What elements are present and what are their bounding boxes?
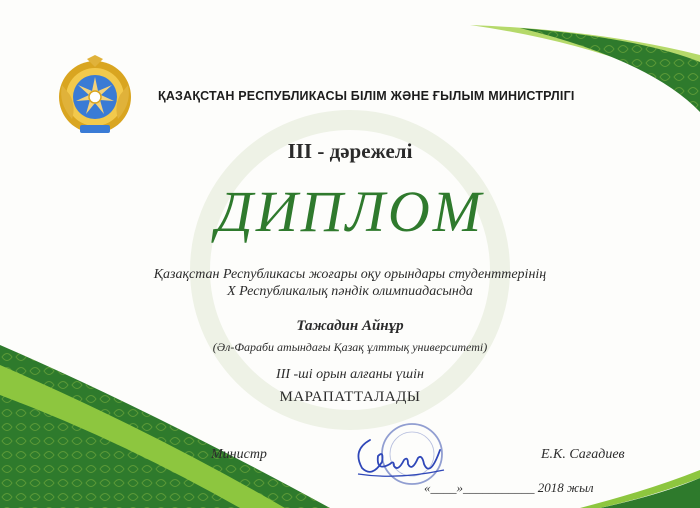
university-name: (Әл-Фараби атындағы Қазақ ұлттық университеті) [212,340,488,354]
recipient-name: Тажадин Айнұр [296,318,404,334]
award-reason: III -ші орын алғаны үшін [276,367,424,382]
subtitle-line-2: X Республикалық пәндік олимпиадасында [227,284,473,299]
subtitle-line-1: Қазақстан Республикасы жоғары оқу орындары студенттерінің [153,267,547,282]
signer-role: Министр [211,447,267,462]
document-title: ДИПЛОМ [215,179,485,244]
awarded-text: МАРАПАТТАЛАДЫ [279,389,421,405]
date-line: «____»___________ 2018 жыл [424,480,594,495]
kazakhstan-state-emblem-icon [56,55,134,137]
ministry-title: ҚАЗАҚСТАН РЕСПУБЛИКАСЫ БІЛІМ ЖӘНЕ ҒЫЛЫМ МИНИСТРЛІГІ [158,89,575,103]
degree-heading: III - дәрежелі [287,139,413,163]
signer-name: Е.К. Сағадиев [541,447,625,462]
